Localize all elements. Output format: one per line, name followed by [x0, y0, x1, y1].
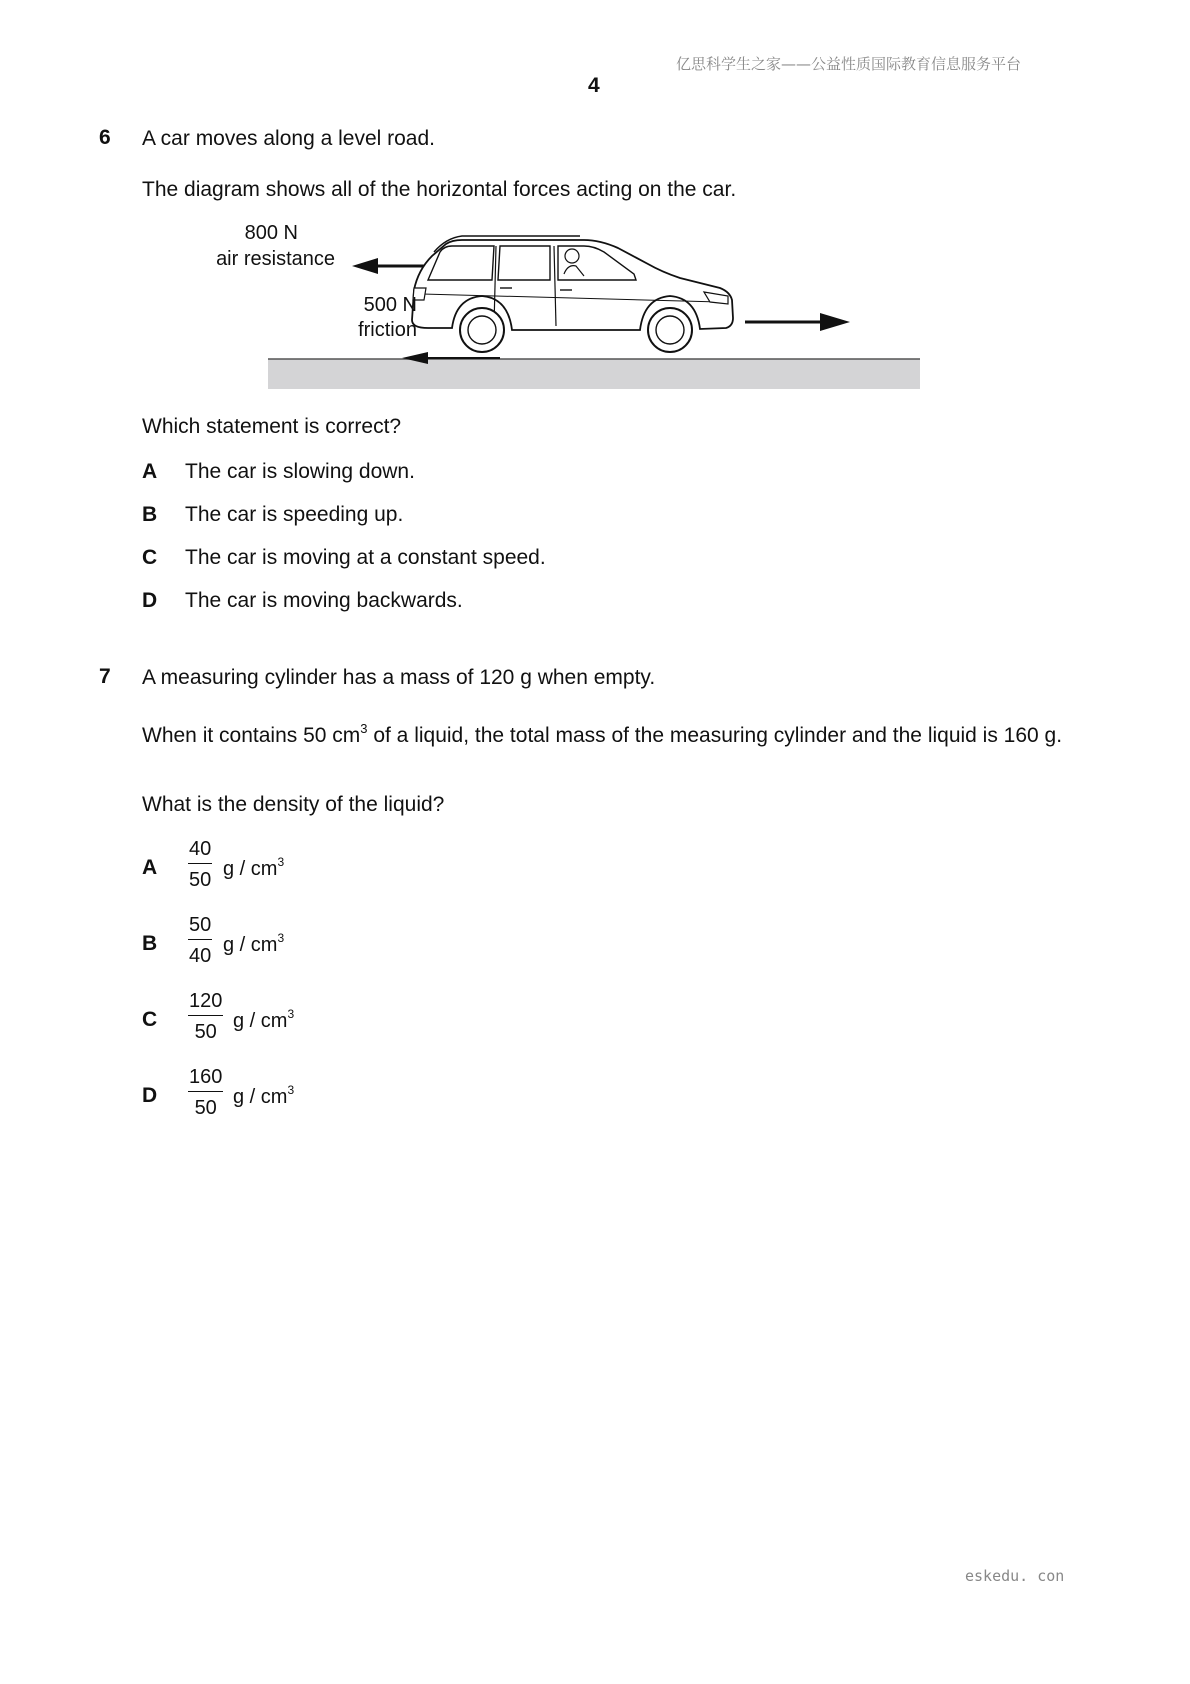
q7-option-c-numerator: 120 — [188, 988, 223, 1016]
q7-option-b-unit — [223, 931, 284, 957]
question-7-text: A measuring cylinder has a mass of 120 g when empty. — [142, 666, 656, 689]
q7-option-a-unit-base: g / cm — [223, 858, 278, 880]
question-7-contains-part1: When it contains 50 cm — [142, 724, 361, 747]
q6-option-a-text: The car is slowing down. — [185, 460, 415, 483]
q7-option-b-letter: B — [142, 932, 158, 955]
air-resistance-label: air resistance — [216, 248, 335, 270]
q7-option-d-letter: D — [142, 1084, 158, 1107]
air-resistance-arrowhead — [352, 258, 378, 274]
q7-option-a-unit-sup: 3 — [277, 855, 285, 869]
page-number: 4 — [588, 74, 600, 97]
q6-option-c-letter: C — [142, 546, 158, 569]
ground — [268, 359, 920, 389]
q7-option-d-unit-sup: 3 — [287, 1083, 295, 1097]
q6-option-b-letter: B — [142, 503, 158, 526]
q7-option-d-numerator: 160 — [188, 1064, 223, 1092]
question-7-prompt: What is the density of the liquid? — [142, 793, 445, 816]
question-6-text: A car moves along a level road. — [142, 127, 435, 150]
q7-option-b-unit-sup: 3 — [277, 931, 285, 945]
q7-option-a-numerator: 40 — [188, 836, 212, 864]
q7-option-b-unit-base: g / cm — [223, 934, 278, 956]
q7-option-a-unit — [223, 855, 284, 881]
air-resistance-value: 800 N — [244, 222, 298, 244]
q7-option-b-fraction — [188, 912, 212, 969]
q7-option-b-numerator: 50 — [188, 912, 212, 940]
question-7-contains-sup: 3 — [360, 721, 368, 736]
q7-option-a-denominator: 50 — [189, 869, 212, 891]
header-site-name: 亿思科学生之家——公益性质国际教育信息服务平台 — [676, 55, 1022, 73]
question-6-intro: The diagram shows all of the horizontal forces acting on the car. — [142, 178, 737, 201]
q6-option-a-letter: A — [142, 460, 158, 483]
q6-option-b-text: The car is speeding up. — [185, 503, 404, 526]
q7-option-a-letter: A — [142, 856, 158, 879]
q6-option-d-letter: D — [142, 589, 158, 612]
q7-option-d-unit — [233, 1083, 294, 1109]
driving-force-arrowhead — [820, 313, 850, 331]
question-6-prompt: Which statement is correct? — [142, 415, 402, 438]
q7-option-d-unit-base: g / cm — [233, 1086, 288, 1108]
car-icon — [412, 236, 733, 352]
question-7-contains-part2: of a liquid, the total mass of the measuring cylinder and the liquid is 160 g. — [367, 724, 1063, 747]
q7-option-d-fraction — [188, 1064, 223, 1121]
friction-value: 500 N — [363, 294, 417, 316]
question-7-number: 7 — [99, 665, 111, 688]
q7-option-c-letter: C — [142, 1008, 158, 1031]
question-7-contains — [142, 716, 1090, 748]
q7-option-c-unit-base: g / cm — [233, 1010, 288, 1032]
q6-option-c-text: The car is moving at a constant speed. — [185, 546, 546, 569]
q6-option-d-text: The car is moving backwards. — [185, 589, 463, 612]
q7-option-d-denominator: 50 — [194, 1097, 217, 1119]
q7-option-c-unit-sup: 3 — [287, 1007, 295, 1021]
q7-option-c-denominator: 50 — [194, 1021, 217, 1043]
q7-option-a-fraction — [188, 836, 212, 893]
footer-site: eskedu. con — [965, 1567, 1065, 1585]
friction-label: friction — [358, 319, 417, 341]
q7-option-b-denominator: 40 — [189, 945, 212, 967]
q7-option-c-fraction — [188, 988, 223, 1045]
q7-option-c-unit — [233, 1007, 294, 1033]
question-6-number: 6 — [99, 126, 111, 149]
